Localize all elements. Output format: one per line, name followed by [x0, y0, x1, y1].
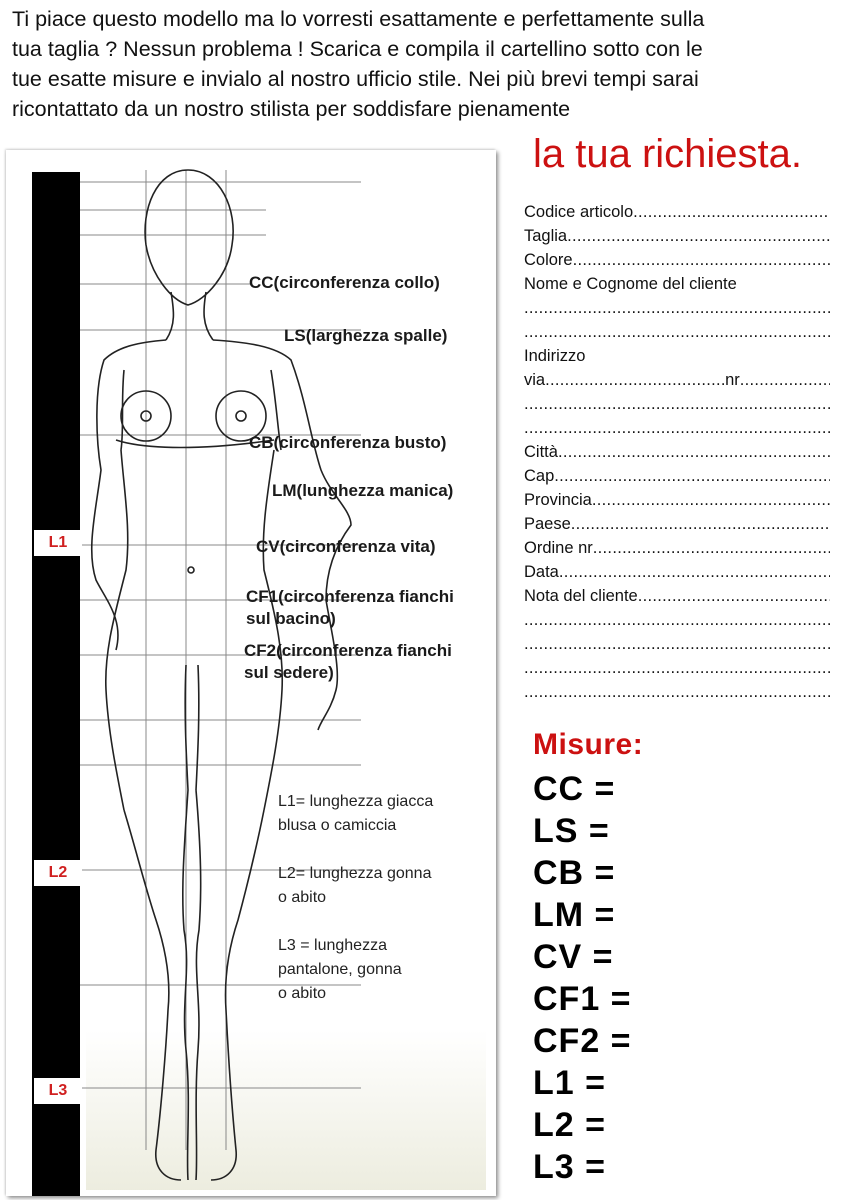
field-provincia-label: Provincia: [524, 491, 592, 509]
fill-line: [593, 536, 830, 560]
label-cf2-line1: CF2(circonferenza fianchi: [244, 641, 452, 660]
fill-line: [567, 224, 830, 248]
misure-cf2[interactable]: CF2 =: [533, 1022, 632, 1060]
field-via[interactable]: [524, 368, 830, 392]
scale-label-l1: L1: [34, 530, 82, 556]
misure-cv[interactable]: CV =: [533, 938, 614, 976]
legend-l3: [278, 934, 488, 1006]
field-provincia[interactable]: [524, 488, 830, 512]
scale-bar: [32, 172, 80, 1196]
field-indirizzo-label-row: [524, 344, 830, 368]
request-title: la tua richiesta.: [533, 132, 803, 176]
field-nr-label: nr: [725, 371, 740, 389]
fill-line: [633, 200, 830, 224]
legend-l2-line1: L2= lunghezza gonna: [278, 865, 432, 882]
misure-ls[interactable]: LS =: [533, 812, 610, 850]
legend-l1-line2: blusa o camiccia: [278, 817, 397, 834]
field-nota-line-2[interactable]: [524, 632, 830, 656]
fill-line: [740, 368, 830, 392]
field-codice-label: Codice articolo: [524, 203, 634, 221]
fill-line: [559, 560, 830, 584]
field-paese-label: Paese: [524, 515, 571, 533]
field-indirizzo-label: Indirizzo: [524, 347, 586, 365]
fill-line: [524, 608, 830, 632]
field-data-label: Data: [524, 563, 559, 581]
field-taglia-label: Taglia: [524, 227, 568, 245]
intro-line: Ti piace questo modello ma lo vorresti esattamente e perfettamente sulla: [12, 7, 705, 31]
field-nome-label-row: [524, 272, 830, 296]
legend-l3-line2: pantalone, gonna: [278, 961, 402, 978]
figure-sheet: [6, 150, 496, 1196]
fill-line: [524, 656, 830, 680]
intro-line: tua taglia ? Nessun problema ! Scarica e compila il cartellino sotto con le: [12, 37, 703, 61]
order-form: [524, 200, 830, 704]
misure-l2[interactable]: L2 =: [533, 1106, 606, 1144]
fill-line: [524, 392, 830, 416]
intro-line: ricontattato da un nostro stilista per soddisfare pienamente: [12, 97, 571, 121]
legend-l3-line3: o abito: [278, 985, 327, 1002]
field-nota-line-1[interactable]: [524, 608, 830, 632]
misure-lm[interactable]: LM =: [533, 896, 616, 934]
label-cb: CB(circonferenza busto): [249, 433, 447, 452]
label-cf2-line2: sul sedere): [244, 663, 334, 682]
field-citta-label: Città: [524, 443, 558, 461]
fill-line: [524, 632, 830, 656]
label-cv: CV(circonferenza vita): [256, 537, 436, 556]
scale-label-l3: L3: [34, 1078, 82, 1104]
legend-l1-line1: L1= lunghezza giacca: [278, 793, 434, 810]
fill-line: [545, 368, 725, 392]
field-ordine[interactable]: [524, 536, 830, 560]
field-via-label: via: [524, 371, 546, 389]
misure-cc[interactable]: CC =: [533, 770, 616, 808]
fill-line: [524, 296, 830, 320]
label-cf1: [246, 586, 454, 630]
legend-l3-line1: L3 = lunghezza: [278, 937, 387, 954]
misure-l1[interactable]: L1 =: [533, 1064, 606, 1102]
fill-line: [524, 680, 830, 704]
legend-l2: [278, 862, 488, 910]
field-nome-line-2[interactable]: [524, 320, 830, 344]
fill-line: [573, 248, 830, 272]
field-address-line-2[interactable]: [524, 416, 830, 440]
field-nome-label: Nome e Cognome del cliente: [524, 275, 737, 293]
legend-l2-line2: o abito: [278, 889, 327, 906]
label-lm: LM(lunghezza manica): [272, 481, 454, 500]
label-cf1-line2: sul bacino): [246, 609, 336, 628]
field-cap[interactable]: [524, 464, 830, 488]
field-colore[interactable]: [524, 248, 830, 272]
label-cf1-line1: CF1(circonferenza fianchi: [246, 587, 454, 606]
field-codice[interactable]: [524, 200, 830, 224]
field-paese[interactable]: [524, 512, 830, 536]
field-nota[interactable]: [524, 584, 830, 608]
field-taglia[interactable]: [524, 224, 830, 248]
field-data[interactable]: [524, 560, 830, 584]
legend-l1: [278, 790, 488, 838]
fill-line: [638, 584, 830, 608]
field-citta[interactable]: [524, 440, 830, 464]
field-cap-label: Cap: [524, 467, 555, 485]
scale-label-l2: L2: [34, 860, 82, 886]
intro-line: tue esatte misure e invialo al nostro ufficio stile. Nei più brevi tempi sarai: [12, 67, 699, 91]
label-ls: LS(larghezza spalle): [284, 326, 448, 345]
misure-list: [533, 768, 632, 1188]
fill-line: [571, 512, 830, 536]
field-nome-line-1[interactable]: [524, 296, 830, 320]
misure-title: Misure:: [533, 728, 644, 761]
field-colore-label: Colore: [524, 251, 573, 269]
fill-line: [592, 488, 830, 512]
fill-line: [558, 440, 830, 464]
field-ordine-label: Ordine nr: [524, 539, 593, 557]
intro-text: [12, 4, 842, 124]
label-cc: CC(circonferenza collo): [249, 273, 440, 292]
label-cf2: [244, 640, 452, 684]
fill-line: [524, 416, 830, 440]
misure-cf1[interactable]: CF1 =: [533, 980, 632, 1018]
fill-line: [554, 464, 830, 488]
field-nota-label: Nota del cliente: [524, 587, 638, 605]
fill-line: [524, 320, 830, 344]
field-nota-line-4[interactable]: [524, 680, 830, 704]
misure-l3[interactable]: L3 =: [533, 1148, 606, 1186]
misure-cb[interactable]: CB =: [533, 854, 616, 892]
field-address-line-1[interactable]: [524, 392, 830, 416]
field-nota-line-3[interactable]: [524, 656, 830, 680]
